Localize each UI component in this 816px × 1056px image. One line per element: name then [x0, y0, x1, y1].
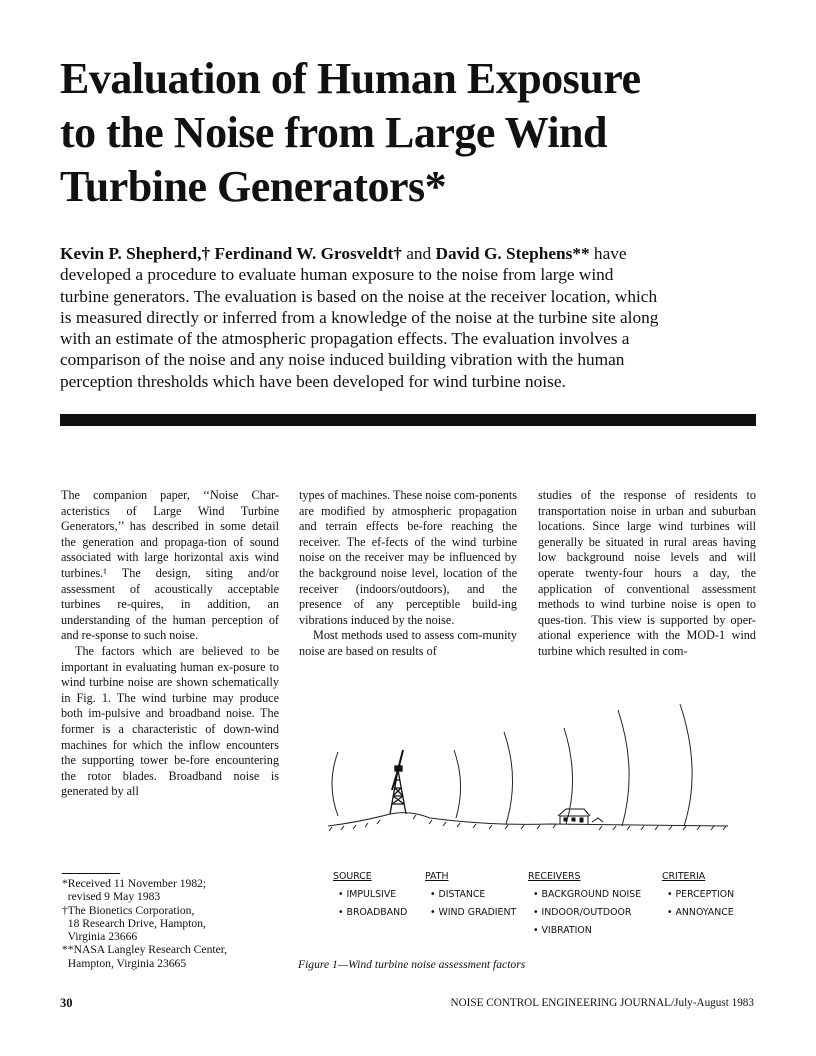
page-number: 30 — [60, 996, 73, 1010]
wind-turbine-icon — [390, 750, 406, 814]
figure-label-heading: RECEIVERS — [528, 871, 581, 882]
paper-title — [60, 52, 780, 214]
abstract — [60, 243, 760, 392]
abstract-line: have — [589, 244, 627, 263]
figure-label-column — [333, 868, 407, 922]
author-name: Ferdinand W. Grosveldt† — [214, 244, 402, 263]
abstract-line: turbine generators. The evaluation is based on the noise at the receiver location, which — [60, 286, 658, 306]
house-icon — [558, 809, 603, 824]
paragraph: The companion paper, ‘‘Noise Char-acteristics of Large Wind Turbine Generators,’’ has described in some detail the generation and propaga-tion of sound associated with large horizontal axis wind turbines.¹ The design, siting and/or assessment of acoustically acceptable turbines re-quires, in addition, an understanding of the human perception of and re-sponse to such noise. — [61, 488, 279, 643]
figure-label-item: • WIND GRADIENT — [430, 907, 517, 918]
body-column-2 — [299, 488, 517, 660]
body-column-1 — [61, 488, 279, 800]
title-line: Turbine Generators* — [60, 162, 447, 211]
wavefront — [680, 704, 692, 826]
figure-label-item: • BACKGROUND NOISE — [533, 889, 642, 900]
wavefront — [504, 732, 513, 824]
section-divider — [60, 414, 756, 426]
wavefront — [618, 710, 629, 826]
figure-label-heading: PATH — [425, 871, 449, 882]
footnote-line: Hampton, Virginia 23665 — [62, 956, 187, 970]
abstract-line: developed a procedure to evaluate human exposure to the noise from large wind — [60, 265, 614, 285]
footnote-line: *Received 11 November 1982; — [62, 877, 207, 890]
title-line: to the Noise from Large Wind — [60, 108, 607, 157]
body-column-3 — [538, 488, 756, 660]
footnote-line: Virginia 23666 — [62, 930, 138, 944]
footnote-line: revised 9 May 1983 — [62, 890, 161, 904]
journal-footer: NOISE CONTROL ENGINEERING JOURNAL/July-August 1983 — [450, 997, 754, 1009]
ground-line — [328, 813, 728, 826]
figure-label-item: • INDOOR/OUTDOOR — [533, 907, 632, 918]
figure-label-column — [528, 868, 641, 940]
author-name: Kevin P. Shepherd,† — [60, 244, 211, 263]
paragraph: studies of the response of residents to transportation noise in urban and suburban locations. Since large wind turbines will generally be situated in rural areas having low background noise levels and will operate twenty-four hours a day, the application of conventional assessment methods to wind turbine noise is open to ques-tion. This view is supported by oper-ational experience with the MOD-1 wind turbine which resulted in com- — [538, 488, 756, 658]
figure-label-item: • BROADBAND — [338, 907, 408, 918]
abstract-line: with an estimate of the atmospheric propagation effects. The evaluation involves a — [60, 329, 630, 349]
author-name: David G. Stephens** — [435, 244, 590, 263]
abstract-line: is measured directly or inferred from a knowledge of the noise at the turbine site along — [60, 307, 659, 327]
figure-label-item: • VIBRATION — [533, 925, 592, 936]
paragraph: types of machines. These noise com-ponents are modified by atmospheric propagation and terrain effects be-fore reaching the receiver. The ef-fects of the wind turbine noise on the receiver may be influenced by the background noise level, location of the receiver (indoors/outdoors), and the presence of any perceptible build-ing vibrations induced by the noise. — [299, 488, 517, 627]
wavefront — [332, 752, 338, 816]
wind-turbine-diagram — [320, 700, 740, 850]
abstract-line: comparison of the noise and any noise induced building vibration with the human — [60, 350, 625, 370]
title-line: Evaluation of Human Exposure — [60, 54, 641, 103]
footnote-rule — [62, 873, 120, 874]
grass-ticks — [329, 815, 726, 831]
figure-label-item: • PERCEPTION — [667, 889, 735, 900]
abstract-line: perception thresholds which have been developed for wind turbine noise. — [60, 371, 566, 391]
figure-label-heading: CRITERIA — [662, 871, 706, 882]
figure-label-item: • DISTANCE — [430, 889, 486, 900]
figure-label-item: • IMPULSIVE — [338, 889, 397, 900]
wavefront — [454, 750, 461, 818]
figure-label-item: • ANNOYANCE — [667, 907, 734, 918]
footnote-line: 18 Research Drive, Hampton, — [62, 916, 206, 930]
paragraph: The factors which are believed to be important in evaluating human ex-posure to wind turbine noise are shown schematically in Fig. 1. The wind turbine may produce both im-pulsive and broadband noise. The former is a characteristic of down-wind machines for which the inflow encounters the supporting tower be-fore encountering the rotor blades. Broadband noise is generated by all — [61, 643, 279, 799]
paragraph: Most methods used to assess com-munity noise are based on results of — [299, 628, 517, 658]
figure-label-column — [662, 868, 734, 922]
figure-label-column — [425, 868, 516, 922]
footnote-line: †The Bionetics Corporation, — [62, 903, 195, 917]
figure-caption: Figure 1—Wind turbine noise assessment factors — [298, 958, 526, 971]
figure-label-heading: SOURCE — [333, 871, 372, 882]
footnote-line: **NASA Langley Research Center, — [62, 943, 228, 957]
footnotes — [62, 877, 292, 970]
abstract-conjunction: and — [406, 244, 432, 263]
